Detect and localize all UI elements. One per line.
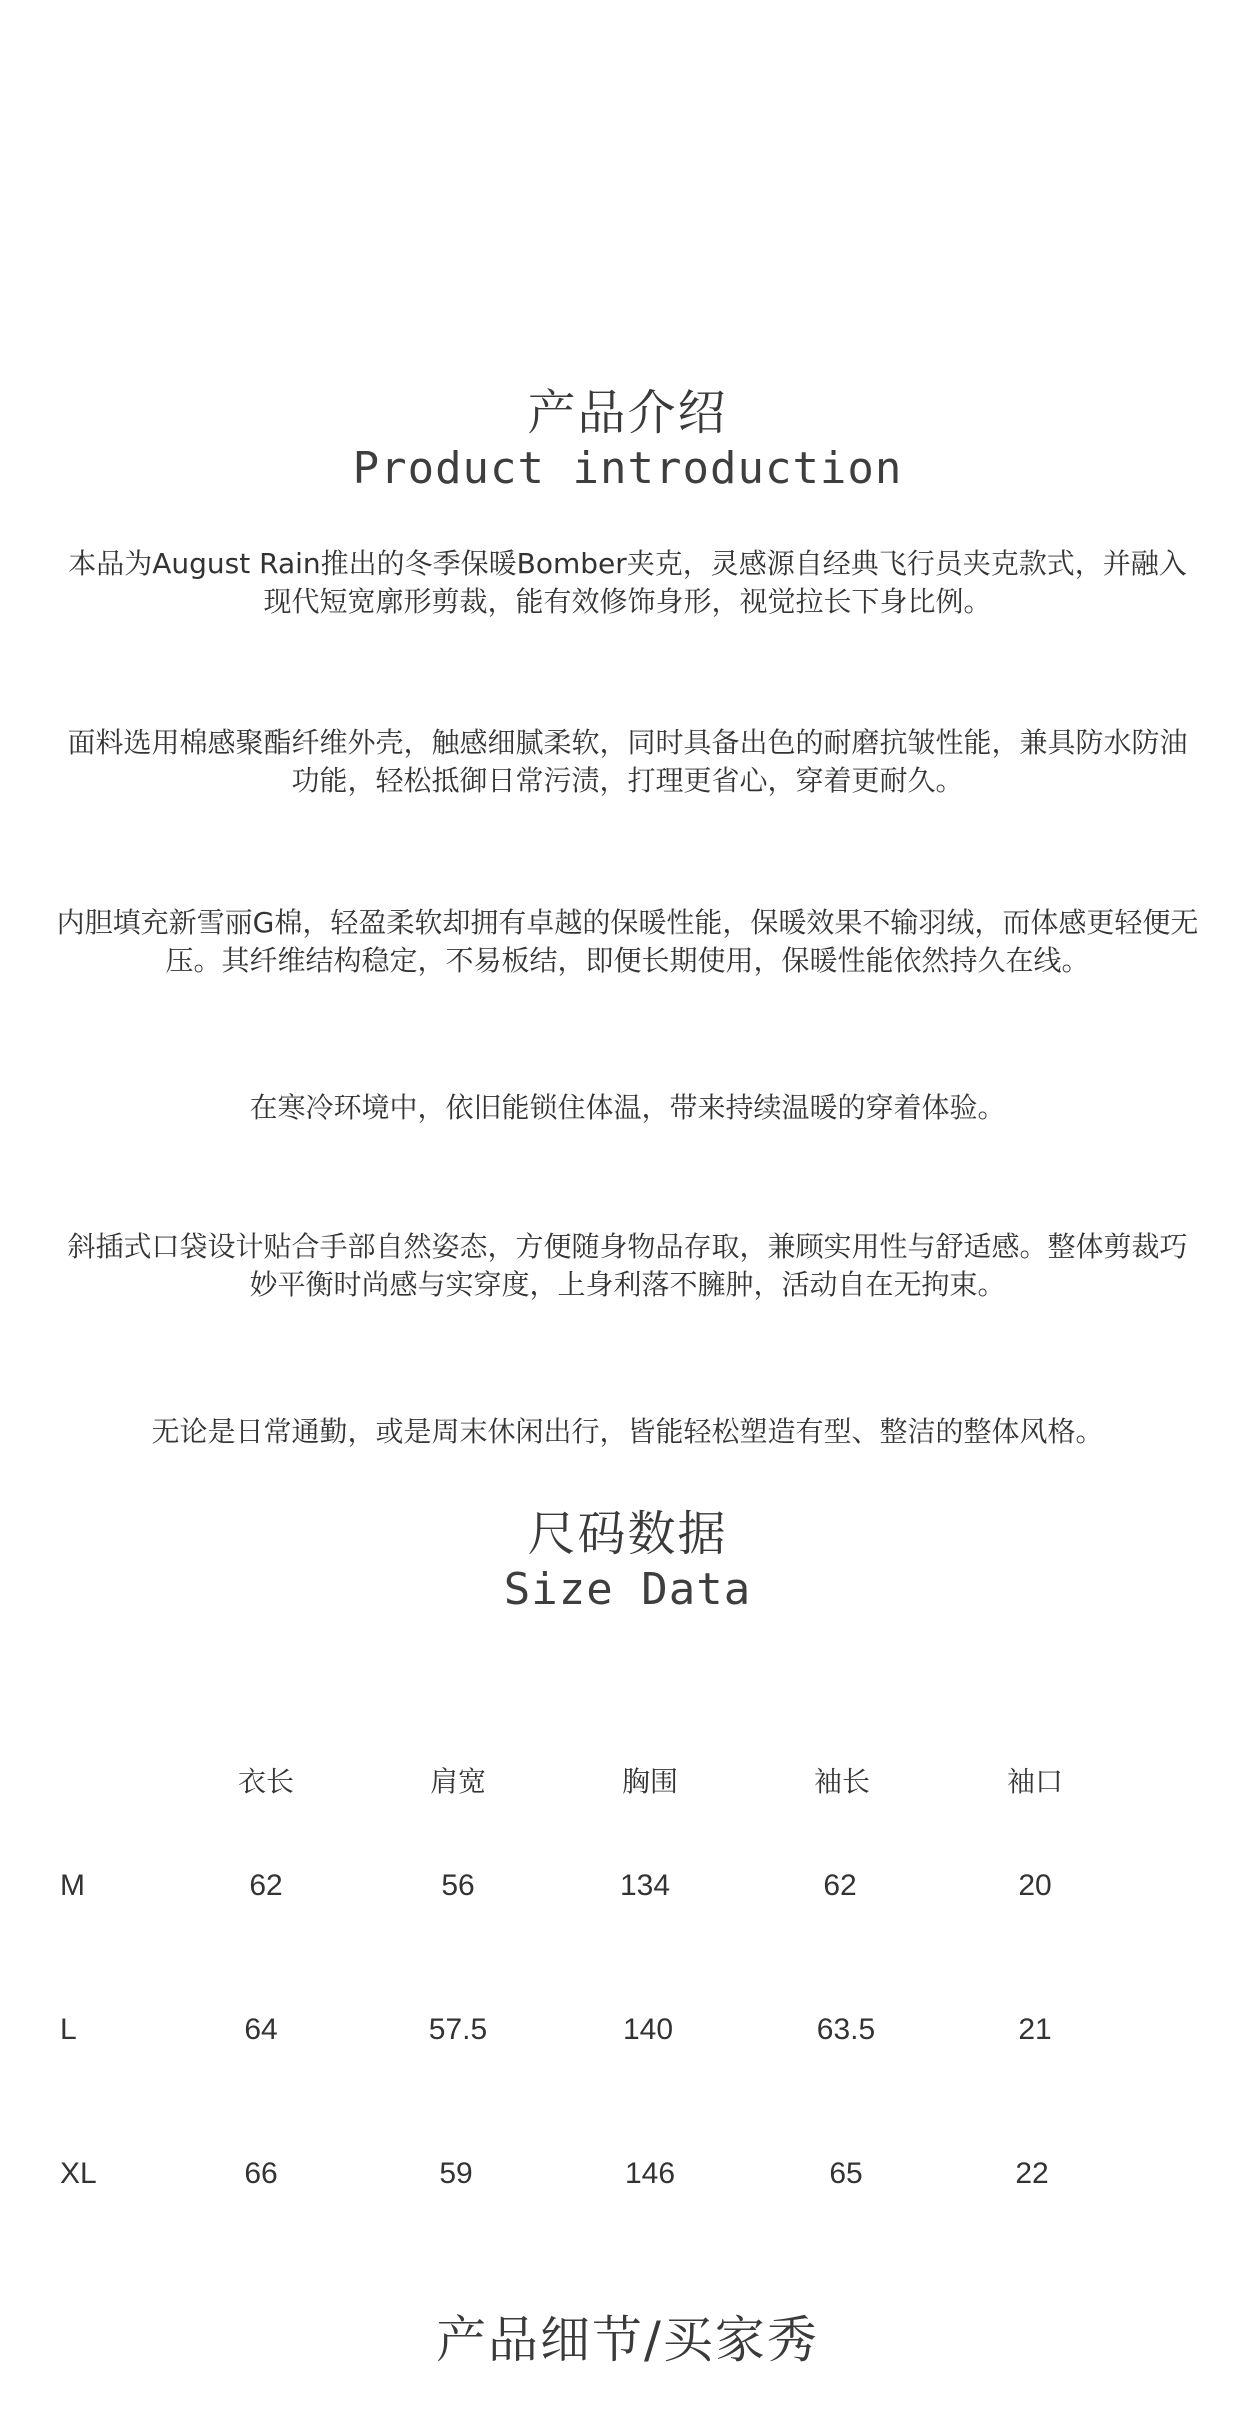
table-cell: 57.5 — [428, 2013, 488, 2046]
intro-paragraph-5: 斜插式口袋设计贴合手部自然姿态，方便随身物品存取，兼顾实用性与舒适感。整体剪裁巧妙平衡时尚感与实穿度，上身利落不臃肿，活动自在无拘束。 — [67, 1230, 1188, 1301]
table-cell: 63.5 — [816, 2013, 876, 2046]
size-table — [0, 1730, 1255, 2210]
table-cell: 62 — [823, 1869, 857, 1902]
intro-paragraph-6: 无论是日常通勤，或是周末休闲出行，皆能轻松塑造有型、整洁的整体风格。 — [151, 1415, 1104, 1448]
table-cell: 134 — [619, 1869, 671, 1902]
intro-title-cn: 产品介绍 — [527, 385, 728, 441]
intro-heading — [0, 384, 1255, 496]
intro-paragraph-2: 面料选用棉感聚酯纤维外壳，触感细腻柔软，同时具备出色的耐磨抗皱性能，兼具防水防油功能，轻松抵御日常污渍，打理更省心，穿着更耐久。 — [67, 726, 1188, 797]
table-cell: 64 — [244, 2013, 278, 2046]
column-header: 胸围 — [621, 1765, 678, 1798]
size-label: M — [60, 1869, 85, 1902]
table-cell: 66 — [244, 2157, 278, 2190]
table-cell: 22 — [1015, 2157, 1049, 2190]
size-heading — [0, 1505, 1255, 1617]
size-label: XL — [60, 2157, 97, 2190]
table-cell: 56 — [441, 1869, 475, 1902]
intro-paragraph-3: 内胆填充新雪丽G棉，轻盈柔软却拥有卓越的保暖性能，保暖效果不输羽绒，而体感更轻便无压。其纤维结构稳定，不易板结，即便长期使用，保暖性能依然持久在线。 — [56, 906, 1199, 977]
table-cell: 140 — [622, 2013, 674, 2046]
intro-paragraph-1: 本品为August Rain推出的冬季保暖Bomber夹克，灵感源自经典飞行员夹克款式，并融入现代短宽廓形剪裁，能有效修饰身形，视觉拉长下身比例。 — [68, 547, 1187, 618]
intro-paragraph-4: 在寒冷环境中，依旧能锁住体温，带来持续温暖的穿着体验。 — [249, 1091, 1006, 1124]
table-cell: 20 — [1018, 1869, 1052, 1902]
column-header: 袖长 — [813, 1765, 870, 1798]
table-cell: 146 — [624, 2157, 676, 2190]
size-label: L — [60, 2013, 77, 2046]
table-cell: 59 — [439, 2157, 473, 2190]
table-cell: 21 — [1018, 2013, 1052, 2046]
details-title: 产品细节/买家秀 — [436, 2311, 819, 2369]
column-header: 肩宽 — [429, 1765, 486, 1798]
size-title-en: Size Data — [503, 1564, 752, 1615]
table-cell: 62 — [249, 1869, 283, 1902]
column-header: 衣长 — [237, 1765, 294, 1798]
intro-title-en: Product introduction — [352, 443, 903, 494]
table-cell: 65 — [829, 2157, 863, 2190]
size-title-cn: 尺码数据 — [527, 1506, 728, 1562]
column-header: 袖口 — [1006, 1765, 1063, 1798]
